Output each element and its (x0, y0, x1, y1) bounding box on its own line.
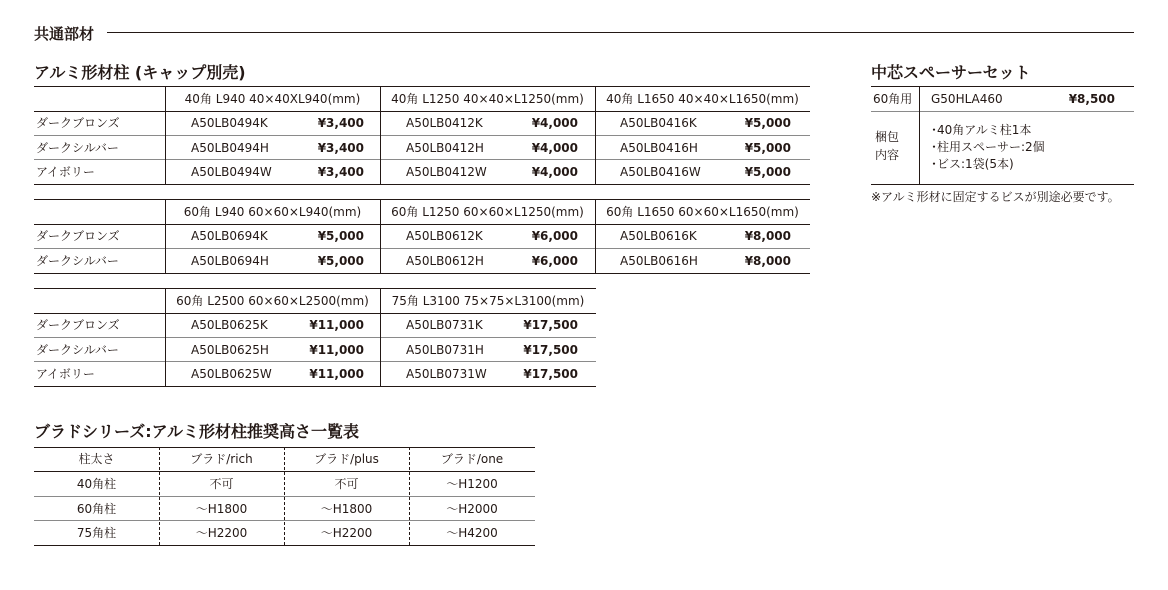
price: ¥17,500 (523, 343, 578, 357)
price: ¥5,000 (317, 254, 364, 268)
price: ¥8,000 (744, 229, 791, 243)
column-header: 40角 L1250 40×40×L1250(mm) (391, 92, 584, 106)
product-code: A50LB0412W (406, 165, 487, 179)
product-code: A50LB0416W (620, 165, 701, 179)
color-label: アイボリー (36, 367, 95, 381)
price: ¥5,000 (744, 141, 791, 155)
price: ¥3,400 (317, 116, 364, 130)
product-code: A50LB0694K (191, 229, 268, 243)
column-header: ブラド/one (440, 452, 504, 466)
price: ¥4,000 (531, 116, 578, 130)
product-code: A50LB0616K (620, 229, 697, 243)
price: ¥5,000 (744, 165, 791, 179)
product-code: A50LB0412H (406, 141, 484, 155)
height-value: ～H1800 (320, 502, 373, 516)
post-size: 40角柱 (76, 477, 117, 491)
product-code: A50LB0616H (620, 254, 698, 268)
height-table (34, 447, 535, 547)
column-header: ブラド/rich (190, 452, 253, 466)
column-header: ブラド/plus (314, 452, 379, 466)
height-value: ～H4200 (446, 526, 498, 540)
product-code: A50LB0625H (191, 343, 269, 357)
price: ¥3,400 (317, 165, 364, 179)
color-label: ダークシルバー (36, 254, 119, 268)
product-code: A50LB0731K (406, 318, 483, 332)
contents-label: 梱包 (875, 130, 900, 144)
posts-title: アルミ形材柱 (キャップ別売) (34, 63, 246, 82)
color-label: ダークブロンズ (36, 318, 120, 332)
product-code: A50LB0412K (406, 116, 483, 130)
column-header: 60角 L1250 60×60×L1250(mm) (391, 205, 584, 219)
price: ¥11,000 (309, 318, 364, 332)
price: ¥11,000 (309, 343, 364, 357)
height-value: ～H2000 (446, 502, 498, 516)
price: ¥4,000 (531, 165, 578, 179)
height-table-title: ブラドシリーズ:アルミ形材柱推奨高さ一覧表 (34, 422, 359, 441)
color-label: ダークシルバー (36, 141, 119, 155)
height-value: 不可 (209, 477, 234, 491)
product-code: A50LB0494H (191, 141, 269, 155)
spacer-price: ¥8,500 (1068, 92, 1115, 106)
contents-item: ･40角アルミ柱1本 (931, 123, 1032, 137)
product-code: A50LB0612K (406, 229, 483, 243)
price: ¥17,500 (523, 367, 578, 381)
price: ¥8,000 (744, 254, 791, 268)
price: ¥5,000 (317, 229, 364, 243)
product-code: A50LB0416K (620, 116, 697, 130)
column-header: 40角 L1650 40×40×L1650(mm) (606, 92, 799, 106)
product-code: A50LB0625K (191, 318, 268, 332)
product-code: A50LB0494K (191, 116, 268, 130)
posts-table-60 (34, 199, 810, 275)
column-header: 60角 L2500 60×60×L2500(mm) (176, 294, 369, 308)
column-header: 40角 L940 40×40XL940(mm) (184, 92, 361, 106)
price: ¥11,000 (309, 367, 364, 381)
product-code: A50LB0416H (620, 141, 698, 155)
color-label: ダークシルバー (36, 343, 119, 357)
product-code: A50LB0494W (191, 165, 272, 179)
post-size: 75角柱 (76, 526, 117, 540)
height-value: ～H1200 (446, 477, 498, 491)
column-header: 60角 L1650 60×60×L1650(mm) (606, 205, 799, 219)
height-value: ～H1800 (195, 502, 248, 516)
product-code: A50LB0625W (191, 367, 272, 381)
height-value: ～H2200 (320, 526, 373, 540)
contents-label: 内容 (875, 148, 900, 162)
product-code: A50LB0612H (406, 254, 484, 268)
contents-item: ･ビス:1袋(5本) (931, 157, 1014, 171)
column-header: 75角 L3100 75×75×L3100(mm) (391, 294, 585, 308)
color-label: ダークブロンズ (36, 229, 120, 243)
height-value: ～H2200 (195, 526, 248, 540)
column-header: 柱太さ (78, 452, 115, 466)
posts-table-40 (34, 86, 810, 186)
spacer-note: ※アルミ形材に固定するビスが別途必要です。 (871, 190, 1120, 204)
height-value: 不可 (334, 477, 359, 491)
spacer-table (871, 86, 1134, 186)
spacer-title: 中芯スペーサーセット (871, 63, 1031, 82)
product-code: A50LB0731W (406, 367, 487, 381)
column-header: 60角 L940 60×60×L940(mm) (183, 205, 362, 219)
product-code: A50LB0694H (191, 254, 269, 268)
price: ¥17,500 (523, 318, 578, 332)
section-title: 共通部材 (34, 25, 95, 43)
price: ¥6,000 (531, 229, 578, 243)
section-title-rule (107, 32, 1134, 33)
color-label: ダークブロンズ (36, 116, 120, 130)
post-size: 60角柱 (76, 502, 117, 516)
spacer-row-label: 60角用 (873, 92, 913, 106)
color-label: アイボリー (36, 165, 95, 179)
price: ¥6,000 (531, 254, 578, 268)
spacer-code: G50HLA460 (931, 92, 1003, 106)
price: ¥3,400 (317, 141, 364, 155)
posts-table-long (34, 288, 596, 388)
contents-item: ･柱用スペーサー:2個 (931, 140, 1045, 154)
product-code: A50LB0731H (406, 343, 484, 357)
price: ¥4,000 (531, 141, 578, 155)
price: ¥5,000 (744, 116, 791, 130)
